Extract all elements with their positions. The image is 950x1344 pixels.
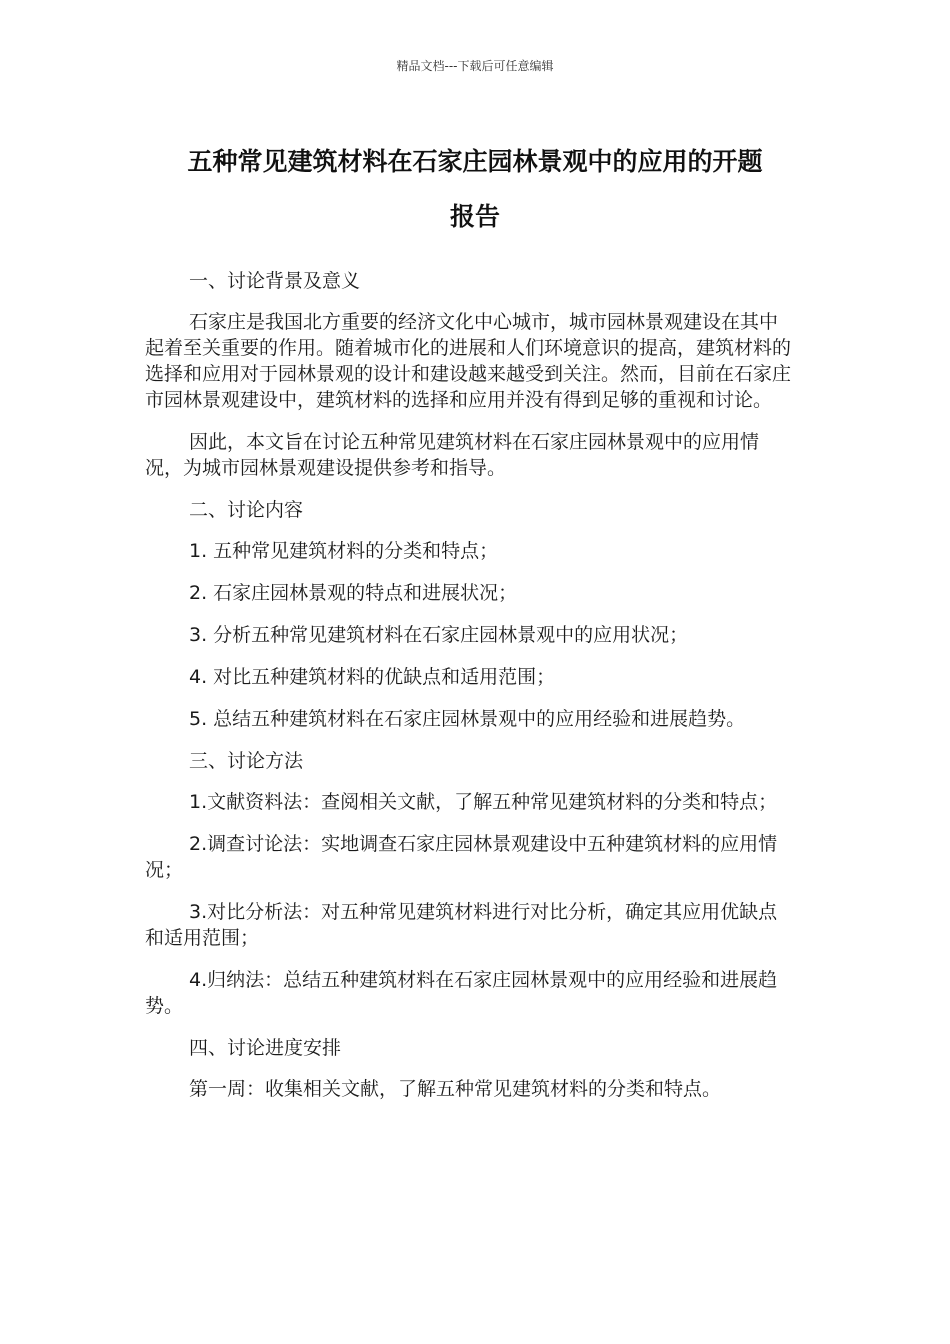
content-item: 5. 总结五种建筑材料在石家庄园林景观中的应用经验和进展趋势。	[189, 708, 746, 730]
section-heading-schedule: 四、讨论进度安排	[189, 1037, 342, 1059]
method-item: 1.文献资料法：查阅相关文献，了解五种常见建筑材料的分类和特点；	[189, 791, 778, 813]
title-line-1: 五种常见建筑材料在石家庄园林景观中的应用的开题	[187, 147, 763, 176]
title-line-2: 报告	[449, 202, 500, 231]
method-item: 3.对比分析法：对五种常见建筑材料进行对比分析，确定其应用优缺点和适用范围；	[145, 901, 778, 949]
document-body	[145, 268, 793, 1118]
header-note: 精品文档---下载后可任意编辑	[396, 59, 554, 73]
method-item: 4.归纳法：总结五种建筑材料在石家庄园林景观中的应用经验和进展趋势。	[145, 969, 778, 1017]
method-item: 2.调查讨论法：实地调查石家庄园林景观建设中五种建筑材料的应用情况；	[145, 833, 778, 881]
content-item: 3. 分析五种常见建筑材料在石家庄园林景观中的应用状况；	[189, 624, 689, 646]
content-item: 4. 对比五种建筑材料的优缺点和适用范围；	[189, 666, 556, 688]
document-title	[140, 134, 810, 244]
section-heading-methods: 三、讨论方法	[189, 750, 304, 772]
section-heading-background: 一、讨论背景及意义	[189, 270, 361, 292]
content-item: 1. 五种常见建筑材料的分类和特点；	[189, 540, 499, 562]
schedule-item: 第一周：收集相关文献，了解五种常见建筑材料的分类和特点。	[189, 1078, 722, 1100]
paragraph-background: 石家庄是我国北方重要的经济文化中心城市，城市园林景观建设在其中起着至关重要的作用。随着城市化的进展和人们环境意识的提高，建筑材料的选择和应用对于园林景观的设计和建设越来越受到关注。然而，目前在石家庄市园林景观建设中，建筑材料的选择和应用并没有得到足够的重视和讨论。	[145, 311, 792, 411]
section-heading-content: 二、讨论内容	[189, 499, 304, 521]
content-item: 2. 石家庄园林景观的特点和进展状况；	[189, 582, 518, 604]
paragraph-purpose: 因此，本文旨在讨论五种常见建筑材料在石家庄园林景观中的应用情况，为城市园林景观建设提供参考和指导。	[145, 431, 760, 479]
